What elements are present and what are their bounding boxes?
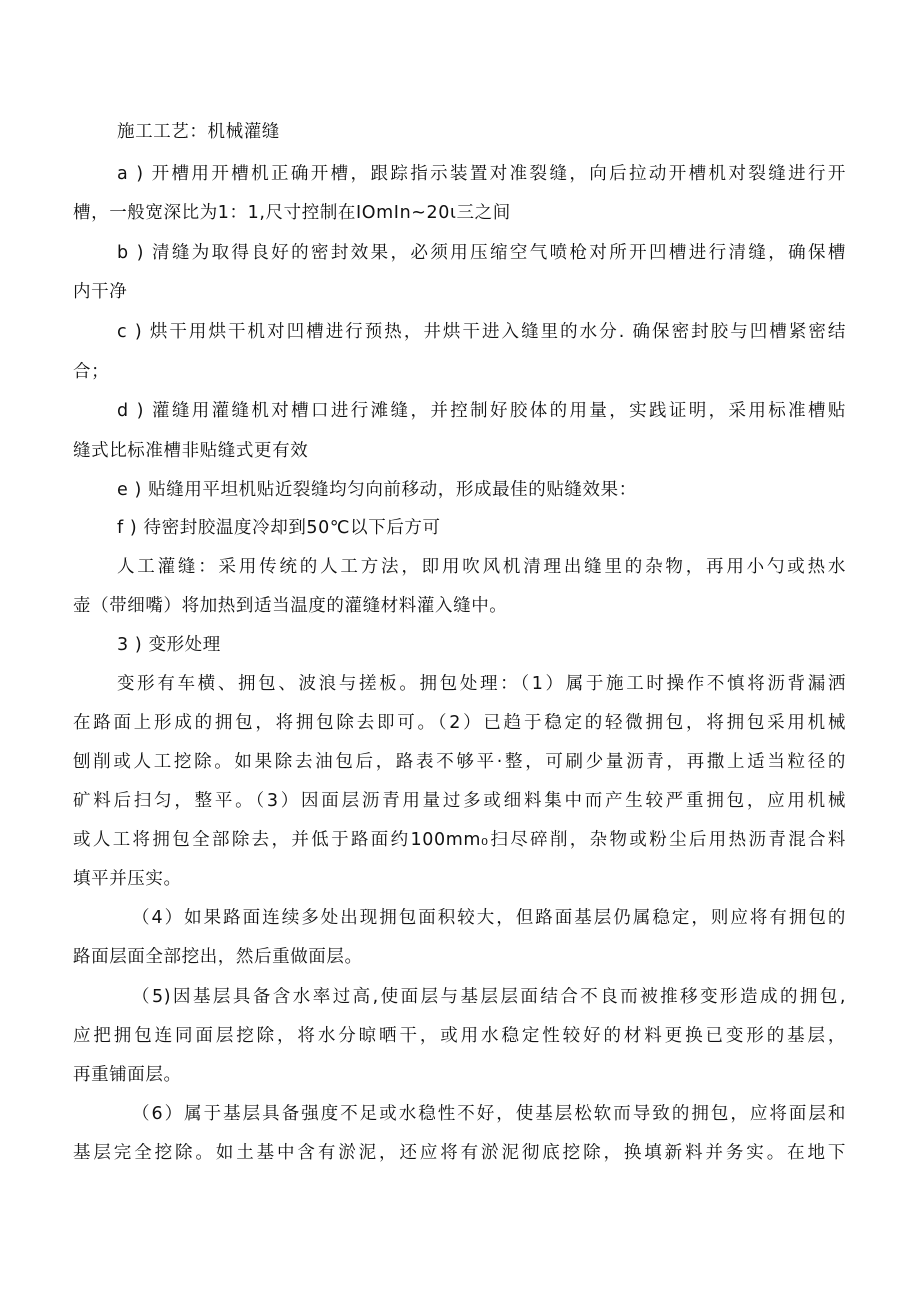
text-line: 壶（带细嘴）将加热到适当温度的灌缝材料灌入缝中。 (73, 596, 508, 616)
text-line: 应把拥包连同面层挖除，将水分晾晒干，或用水稳定性较好的材料更换已变形的基层， (73, 1026, 846, 1046)
text-line: 在路面上形成的拥包，将拥包除去即可。（2）已趋于稳定的轻微拥包，将拥包采用机械 (73, 713, 846, 733)
text-line: 刨削或人工挖除。如果除去油包后，路表不够平·整，可刷少量沥青，再撒上适当粒径的 (73, 752, 846, 772)
text-line: 合； (73, 362, 110, 382)
text-line: 内干净 (73, 282, 128, 302)
text-line: d ) 灌缝用灌缝机对槽口进行滩缝，并控制好胶体的用量，实践证明，采用标准槽贴 (117, 401, 846, 421)
text-line: 变形有车横、拥包、波浪与搓板。拥包处理：（1）属于施工时操作不慎将沥背漏洒 (117, 674, 846, 694)
text-line: 或人工将拥包全部除去，并低于路面约100mm₀扫尽碎削，杂物或粉尘后用热沥青混合料 (73, 830, 846, 850)
text-line: b ) 清缝为取得良好的密封效果，必须用压缩空气喷枪对所开凹槽进行清缝，确保槽 (117, 243, 846, 263)
text-line: （4）如果路面连续多处出现拥包面积较大，但路面基层仍属稳定，则应将有拥包的 (132, 908, 846, 928)
text-line: e ) 贴缝用平坦机贴近裂缝均匀向前移动，形成最佳的贴缝效果： (117, 480, 637, 500)
text-line: 3 ) 变形处理 (117, 635, 221, 655)
text-line: 矿料后扫匀，整平。（3）因面层沥青用量过多或细料集中而产生较严重拥包，应用机械 (73, 791, 846, 811)
text-line: 再重铺面层。 (73, 1065, 182, 1085)
text-line: 施工工艺：机械灌缝 (117, 122, 280, 142)
text-line: a ) 开槽用开槽机正确开槽，跟踪指示装置对准裂缝，向后拉动开槽机对裂缝进行开 (117, 164, 846, 184)
text-line: 填平并压实。 (73, 869, 182, 889)
text-line: 路面层面全部挖出，然后重做面层。 (73, 947, 363, 967)
text-line: （6）属于基层具备强度不足或水稳性不好，使基层松软而导致的拥包，应将面层和 (132, 1104, 846, 1124)
text-line: 缝式比标准槽非贴缝式更有效 (73, 441, 309, 461)
text-line: c ) 烘干用烘干机对凹槽进行预热，井烘干进入缝里的水分. 确保密封胶与凹槽紧密结 (117, 322, 847, 342)
text-line: （5)因基层具备含水率过高,使面层与基层层面结合不良而被推移变形造成的拥包, (132, 987, 846, 1007)
text-line: f ) 待密封胶温度冷却到50℃以下后方可 (117, 518, 441, 538)
text-line: 槽，一般宽深比为1：1,尺寸控制在IOmIn~20ι三之间 (73, 203, 511, 223)
text-line: 人工灌缝：采用传统的人工方法，即用吹风机清理出缝里的杂物，再用小勺或热水 (117, 557, 846, 577)
text-line: 基层完全挖除。如土基中含有淤泥，还应将有淤泥彻底挖除，换填新料并务实。在地下 (73, 1143, 846, 1163)
